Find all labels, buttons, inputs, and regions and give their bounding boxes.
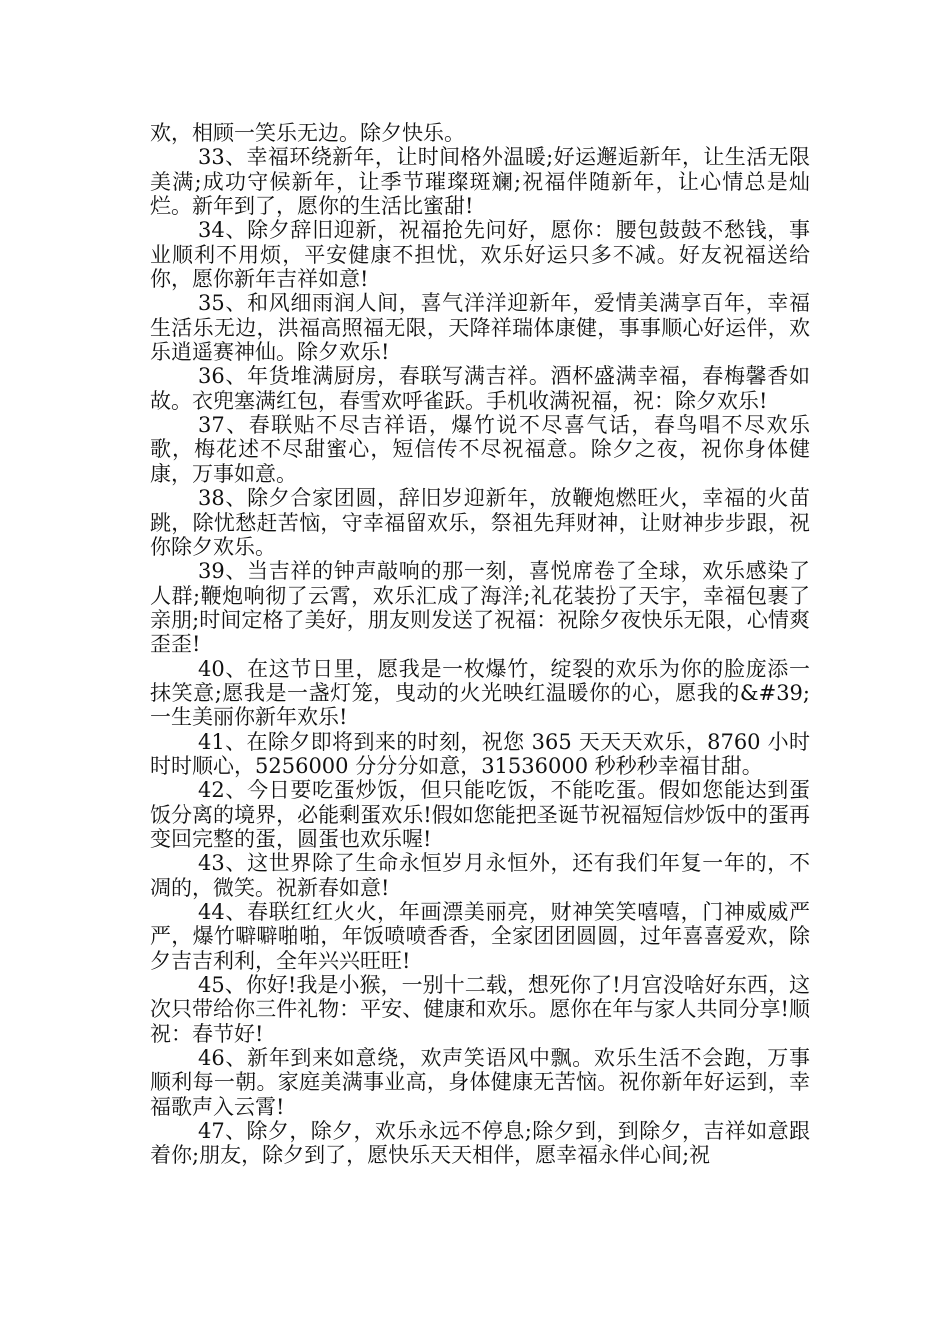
paragraph-40: 40、在这节日里，愿我是一枚爆竹，绽裂的欢乐为你的脸庞添一抹笑意;愿我是一盏灯笼，曳动的火光映红温暖你的心，愿我的&#39;一生美丽你新年欢乐! — [150, 656, 810, 730]
paragraph-33: 33、幸福环绕新年，让时间格外温暖;好运邂逅新年，让生活无限美满;成功守候新年，让季节璀璨斑斓;祝福伴随新年，让心情总是灿烂。新年到了，愿你的生活比蜜甜! — [150, 145, 810, 219]
paragraph-36: 36、年货堆满厨房，春联写满吉祥。酒杯盛满幸福，春梅馨香如故。衣兜塞满红包，春雪欢呼雀跃。手机收满祝福，祝：除夕欢乐! — [150, 364, 810, 413]
document-body — [150, 121, 810, 1168]
paragraph-46: 46、新年到来如意绕，欢声笑语风中飘。欢乐生活不会跑，万事顺利每一朝。家庭美满事业高，身体健康无苦恼。祝你新年好运到，幸福歌声入云霄! — [150, 1046, 810, 1119]
paragraph-continuation: 欢，相顾一笑乐无边。除夕快乐。 — [150, 121, 465, 145]
paragraph-37: 37、春联贴不尽吉祥语，爆竹说不尽喜气话，春鸟唱不尽欢乐歌，梅花述不尽甜蜜心，短信传不尽祝福意。除夕之夜，祝你身体健康，万事如意。 — [150, 413, 810, 486]
paragraph-35: 35、和风细雨润人间，喜气洋洋迎新年，爱情美满享百年，幸福生活乐无边，洪福高照福无限，天降祥瑞体康健，事事顺心好运伴，欢乐逍遥赛神仙。除夕欢乐! — [150, 291, 810, 365]
paragraph-34: 34、除夕辞旧迎新，祝福抢先问好，愿你：腰包鼓鼓不愁钱，事业顺利不用烦，平安健康不担忧，欢乐好运只多不减。好友祝福送给你，愿你新年吉祥如意! — [150, 218, 810, 292]
paragraph-43: 43、这世界除了生命永恒岁月永恒外，还有我们年复一年的，不凋的，微笑。祝新春如意! — [150, 851, 810, 900]
paragraph-41: 41、在除夕即将到来的时刻，祝您 365 天天天欢乐，8760 小时时时顺心，5256000 分分分如意，31536000 秒秒秒幸福甘甜。 — [150, 729, 810, 778]
paragraph-38: 38、除夕合家团圆，辞旧岁迎新年，放鞭炮燃旺火，幸福的火苗跳，除忧愁赶苦恼，守幸福留欢乐，祭祖先拜财神，让财神步步跟，祝你除夕欢乐。 — [150, 486, 810, 559]
paragraph-45: 45、你好!我是小猴，一别十二载，想死你了!月宫没啥好东西，这次只带给你三件礼物：平安、健康和欢乐。愿你在年与家人共同分享!顺祝：春节好! — [150, 973, 810, 1046]
paragraph-44: 44、春联红红火火，年画漂美丽亮，财神笑笑嘻嘻，门神威威严严，爆竹噼噼啪啪，年饭喷喷香香，全家团团圆圆，过年喜喜爱欢，除夕吉吉利利，全年兴兴旺旺! — [150, 900, 810, 973]
paragraph-39: 39、当吉祥的钟声敲响的那一刻，喜悦席卷了全球，欢乐感染了人群;鞭炮响彻了云霄，欢乐汇成了海洋;礼花装扮了天宇，幸福包裹了亲朋;时间定格了美好，朋友则发送了祝福：祝除夕夜快乐无限，心情爽歪歪! — [150, 559, 810, 657]
paragraph-42: 42、今日要吃蛋炒饭，但只能吃饭，不能吃蛋。假如您能达到蛋饭分离的境界，必能剩蛋欢乐!假如您能把圣诞节祝福短信炒饭中的蛋再变回完整的蛋，圆蛋也欢乐喔! — [150, 778, 810, 851]
paragraph-47: 47、除夕，除夕，欢乐永远不停息;除夕到，到除夕，吉祥如意跟着你;朋友，除夕到了，愿快乐天天相伴，愿幸福永伴心间;祝 — [150, 1119, 810, 1168]
